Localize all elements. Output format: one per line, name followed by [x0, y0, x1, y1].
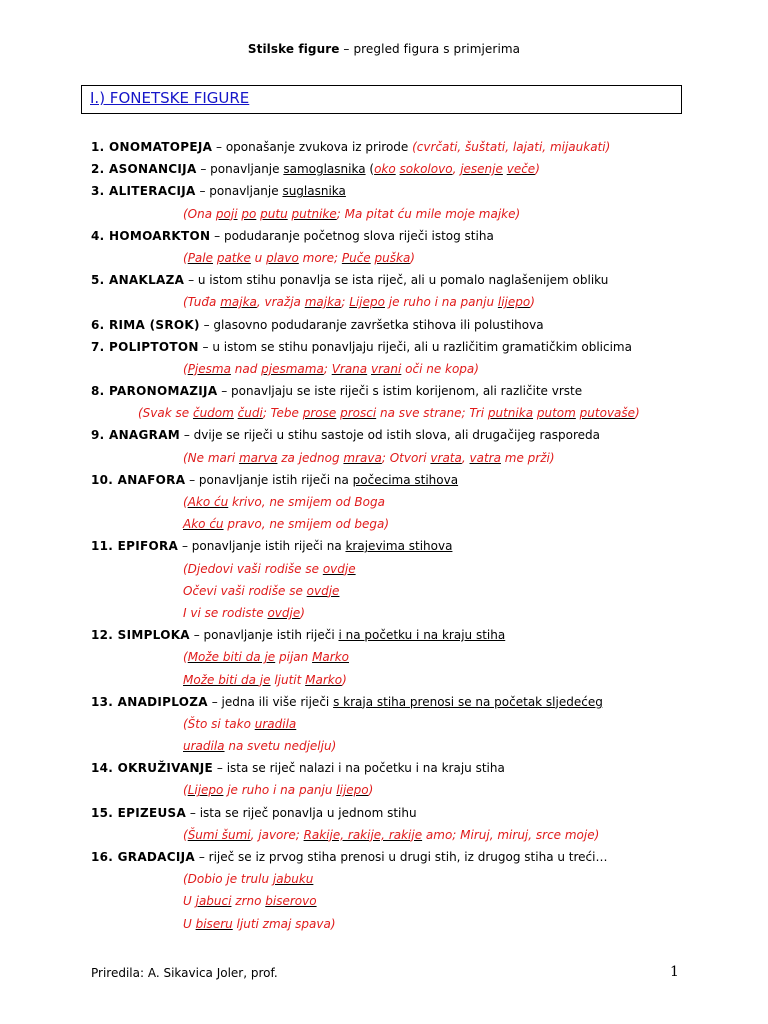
- figure-number: 7.: [91, 339, 109, 354]
- underlined-text: Marko: [312, 650, 349, 665]
- figure-number: 1.: [91, 140, 109, 154]
- text-segment: – ponavljaju se iste riječi s istim korijenom, ali različite vrste: [217, 384, 583, 399]
- underlined-text: Ako ću: [187, 495, 229, 509]
- text-segment: za jednog: [277, 450, 344, 465]
- figure-number: 5.: [91, 273, 109, 288]
- text-segment: ): [368, 783, 374, 798]
- text-segment: (Djedovi vaši rodiše se: [183, 561, 323, 576]
- text-segment: – ponavljanje: [196, 162, 284, 177]
- underlined-text: Ako ću: [183, 517, 224, 532]
- text-segment: pravo, ne smijem od bega): [223, 517, 390, 532]
- figure-example: [91, 890, 761, 912]
- figure-example: [91, 646, 761, 668]
- underlined-text: krajevima stihova: [345, 539, 453, 554]
- text-segment: – riječ se iz prvog stiha prenosi u drugi stih, iz drugog stiha u treći…: [195, 850, 608, 864]
- figure-number: 8.: [91, 384, 109, 399]
- text-segment: (: [183, 650, 188, 665]
- figure-number: 13.: [91, 694, 118, 709]
- figure-example: [91, 713, 761, 735]
- text-segment: je ruho i na panju: [223, 783, 337, 798]
- figure-number: 15.: [91, 805, 118, 820]
- text-segment: ; Tebe: [262, 406, 303, 421]
- text-segment: nad: [230, 361, 262, 376]
- figure-definition: [91, 180, 761, 202]
- text-segment: (: [183, 783, 188, 798]
- text-segment: na sve strane; Tri: [376, 406, 488, 421]
- underlined-text: patke: [216, 250, 251, 265]
- figure-term: HOMOARKTON: [109, 228, 211, 243]
- text-segment: – ponavljanje: [195, 184, 283, 199]
- figure-example: [91, 913, 761, 935]
- underlined-text: jesenje: [460, 162, 503, 177]
- text-segment: Očevi vaši rodiše se: [183, 583, 307, 598]
- underlined-text: putu: [260, 206, 288, 221]
- figure-definition: [91, 757, 761, 779]
- figure-term: ANAGRAM: [109, 428, 181, 443]
- underlined-text: majka: [304, 295, 342, 310]
- section-heading-box: [81, 85, 682, 114]
- underlined-text: Šumi šumi: [187, 827, 251, 842]
- text-segment: (: [183, 250, 188, 265]
- text-segment: ,: [452, 162, 461, 177]
- underlined-text: majka: [220, 295, 257, 310]
- figure-definition: [91, 846, 761, 868]
- figure-term: ANAKLAZA: [109, 273, 185, 288]
- text-segment: (Ona: [183, 206, 216, 221]
- text-segment: – jedna ili više riječi: [207, 694, 334, 709]
- figure-list: [91, 136, 761, 935]
- figure-example: [91, 491, 761, 513]
- text-segment: U: [183, 916, 196, 931]
- header-subtitle: – pregled figura s primjerima: [339, 42, 521, 56]
- figure-example: [91, 669, 761, 691]
- underlined-text: prosci: [340, 406, 377, 421]
- figure-example: [91, 513, 761, 535]
- text-segment: (Ne mari: [183, 450, 239, 465]
- section-title: I.) FONETSKE FIGURE: [90, 89, 250, 107]
- figure-number: 2.: [91, 162, 109, 177]
- underlined-text: čudi: [237, 406, 263, 421]
- underlined-text: mrava: [343, 450, 382, 465]
- figure-definition: [91, 336, 761, 358]
- text-segment: ; Otvori: [381, 450, 431, 465]
- text-segment: – ista se riječ ponavlja u jednom stihu: [186, 805, 417, 820]
- text-segment: – ponavljanje istih riječi na: [178, 539, 346, 554]
- figure-example: [91, 203, 761, 225]
- figure-example: [91, 868, 761, 890]
- underlined-text: plavo: [266, 250, 299, 265]
- page-number: 1: [670, 964, 679, 980]
- text-segment: more;: [298, 250, 342, 265]
- figure-term: SIMPLOKA: [117, 628, 190, 643]
- text-segment: oči ne kopa): [401, 361, 479, 376]
- figure-term: ANADIPLOZA: [117, 694, 208, 709]
- text-segment: , javore;: [250, 827, 304, 842]
- text-segment: – u istom se stihu ponavljaju riječi, ali u različitim gramatičkim oblicima: [198, 339, 632, 354]
- text-segment: ; Ma pitat ću mile moje majke): [336, 206, 521, 221]
- figure-term: ANAFORA: [117, 472, 186, 487]
- figure-definition: [91, 380, 761, 402]
- figure-definition: [91, 158, 761, 180]
- text-segment: je ruho i na panju: [384, 295, 498, 310]
- text-segment: ;: [323, 361, 332, 376]
- underlined-text: Lijepo: [349, 295, 385, 310]
- underlined-text: veče: [506, 162, 536, 177]
- figure-term: EPIZEUSA: [117, 805, 187, 820]
- underlined-text: puška: [374, 250, 411, 265]
- figure-number: 14.: [91, 761, 118, 776]
- figure-definition: [91, 691, 761, 713]
- text-segment: (cvrčati, šuštati, lajati, mijaukati): [412, 140, 611, 154]
- underlined-text: uradila: [254, 716, 297, 731]
- underlined-text: sokolovo: [399, 162, 453, 177]
- figure-example: [91, 580, 761, 602]
- page-header: [0, 42, 768, 56]
- figure-example: [91, 779, 761, 801]
- underlined-text: putovaše: [579, 406, 636, 421]
- text-segment: ): [300, 605, 305, 620]
- underlined-text: Rakije, rakije, rakije: [303, 827, 423, 842]
- text-segment: (: [365, 162, 375, 177]
- underlined-text: Lijepo: [187, 783, 224, 798]
- underlined-text: jabuci: [195, 894, 232, 909]
- underlined-text: uradila: [183, 739, 225, 754]
- text-segment: (: [183, 827, 188, 842]
- text-segment: – u istom stihu ponavlja se ista riječ, ali u pomalo naglašenijem obliku: [184, 273, 609, 288]
- figure-number: 6.: [91, 317, 109, 332]
- figure-definition: [91, 624, 761, 646]
- figure-example: [91, 735, 761, 757]
- text-segment: , vražja: [256, 295, 305, 310]
- underlined-text: prose: [302, 406, 337, 421]
- text-segment: (Dobio je trulu: [183, 872, 273, 887]
- text-segment: ): [342, 672, 347, 687]
- text-segment: ;: [341, 295, 350, 310]
- text-segment: (Svak se: [138, 406, 193, 421]
- text-segment: ): [530, 295, 535, 310]
- text-segment: (Što si tako: [183, 716, 255, 731]
- figure-term: ALITERACIJA: [109, 184, 196, 199]
- figure-example: [91, 558, 761, 580]
- figure-example: [91, 358, 761, 380]
- text-segment: zrno: [231, 894, 266, 909]
- text-segment: – dvije se riječi u stihu sastoje od istih slova, ali drugačijeg rasporeda: [180, 428, 601, 443]
- underlined-text: lijepo: [336, 783, 369, 798]
- figure-definition: [91, 269, 761, 291]
- figure-number: 11.: [91, 539, 118, 554]
- text-segment: – ponavljanje istih riječi na: [185, 472, 353, 487]
- underlined-text: po: [241, 206, 257, 221]
- text-segment: na svetu nedjelju): [224, 739, 337, 754]
- text-segment: (: [183, 361, 188, 376]
- figure-term: PARONOMAZIJA: [109, 384, 218, 399]
- underlined-text: putom: [536, 406, 576, 421]
- text-segment: (Tuđa: [183, 295, 221, 310]
- underlined-text: poji: [215, 206, 238, 221]
- underlined-text: Pale: [187, 250, 213, 265]
- underlined-text: lijepo: [497, 295, 531, 310]
- figure-term: EPIFORA: [117, 539, 179, 554]
- text-segment: ljutit: [270, 672, 306, 687]
- underlined-text: suglasnika: [282, 184, 346, 199]
- text-segment: pijan: [275, 650, 313, 665]
- figure-term: ONOMATOPEJA: [109, 140, 213, 154]
- underlined-text: samoglasnika: [283, 162, 366, 177]
- underlined-text: vrata: [430, 450, 462, 465]
- text-segment: – glasovno podudaranje završetka stihova ili polustihova: [199, 317, 544, 332]
- text-segment: u: [250, 250, 267, 265]
- underlined-text: Može biti da je: [183, 672, 271, 687]
- figure-definition: [91, 314, 761, 336]
- underlined-text: Vrana: [331, 361, 368, 376]
- figure-term: OKRUŽIVANJE: [117, 761, 214, 776]
- underlined-text: jabuku: [272, 872, 314, 887]
- text-segment: ): [635, 406, 640, 421]
- underlined-text: čudom: [192, 406, 234, 421]
- underlined-text: vrani: [370, 361, 402, 376]
- text-segment: – ponavljanje istih riječi: [189, 628, 339, 643]
- underlined-text: biserovo: [265, 894, 317, 909]
- text-segment: krivo, ne smijem od Boga: [228, 495, 385, 509]
- footer-author: Priredila: A. Sikavica Joler, prof.: [91, 966, 278, 980]
- underlined-text: i na početku i na kraju stiha: [338, 628, 506, 643]
- figure-example: [91, 824, 761, 846]
- underlined-text: s kraja stiha prenosi se na početak sljedećeg: [333, 694, 603, 709]
- figure-definition: [91, 225, 761, 247]
- text-segment: ljuti zmaj spava): [232, 916, 336, 931]
- header-title: Stilske figure: [247, 42, 340, 56]
- underlined-text: oko: [374, 162, 396, 177]
- figure-definition: [91, 802, 761, 824]
- text-segment: ): [535, 162, 540, 177]
- text-segment: ,: [461, 450, 470, 465]
- figure-term: ASONANCIJA: [109, 162, 197, 177]
- figure-example: [91, 602, 761, 624]
- underlined-text: putnika: [487, 406, 534, 421]
- figure-term: GRADACIJA: [117, 850, 195, 864]
- figure-number: 9.: [91, 428, 109, 443]
- underlined-text: Puče: [341, 250, 371, 265]
- text-segment: me prži): [500, 450, 555, 465]
- figure-example: [91, 291, 761, 313]
- text-segment: – oponašanje zvukova iz prirode: [212, 140, 413, 154]
- figure-number: 10.: [91, 472, 118, 487]
- underlined-text: Marko: [305, 672, 343, 687]
- figure-number: 3.: [91, 184, 109, 199]
- figure-example: [91, 447, 761, 469]
- figure-definition: [91, 469, 761, 491]
- underlined-text: pjesmama: [261, 361, 324, 376]
- underlined-text: ovdje: [306, 583, 340, 598]
- figure-term: RIMA (SROK): [109, 317, 200, 332]
- figure-number: 16.: [91, 850, 118, 864]
- figure-definition: [91, 136, 761, 158]
- text-segment: ): [410, 250, 415, 265]
- underlined-text: putnike: [291, 206, 337, 221]
- text-segment: (: [183, 495, 188, 509]
- text-segment: U: [183, 894, 196, 909]
- text-segment: I vi se rodiste: [183, 605, 268, 620]
- figure-number: 4.: [91, 228, 109, 243]
- text-segment: amo; Miruj, miruj, srce moje): [422, 827, 600, 842]
- underlined-text: počecima stihova: [352, 472, 459, 487]
- figure-definition: [91, 535, 761, 557]
- underlined-text: vatra: [469, 450, 501, 465]
- underlined-text: ovdje: [267, 605, 301, 620]
- figure-example: [91, 402, 761, 424]
- figure-term: POLIPTOTON: [109, 339, 199, 354]
- figure-definition: [91, 424, 761, 446]
- underlined-text: Može biti da je: [187, 650, 276, 665]
- underlined-text: ovdje: [322, 561, 356, 576]
- underlined-text: biseru: [195, 916, 233, 931]
- figure-example: [91, 247, 761, 269]
- underlined-text: Pjesma: [187, 361, 231, 376]
- text-segment: – ista se riječ nalazi i na početku i na kraju stiha: [213, 761, 505, 776]
- underlined-text: marva: [238, 450, 278, 465]
- text-segment: – podudaranje početnog slova riječi istog stiha: [210, 228, 494, 243]
- figure-number: 12.: [91, 628, 118, 643]
